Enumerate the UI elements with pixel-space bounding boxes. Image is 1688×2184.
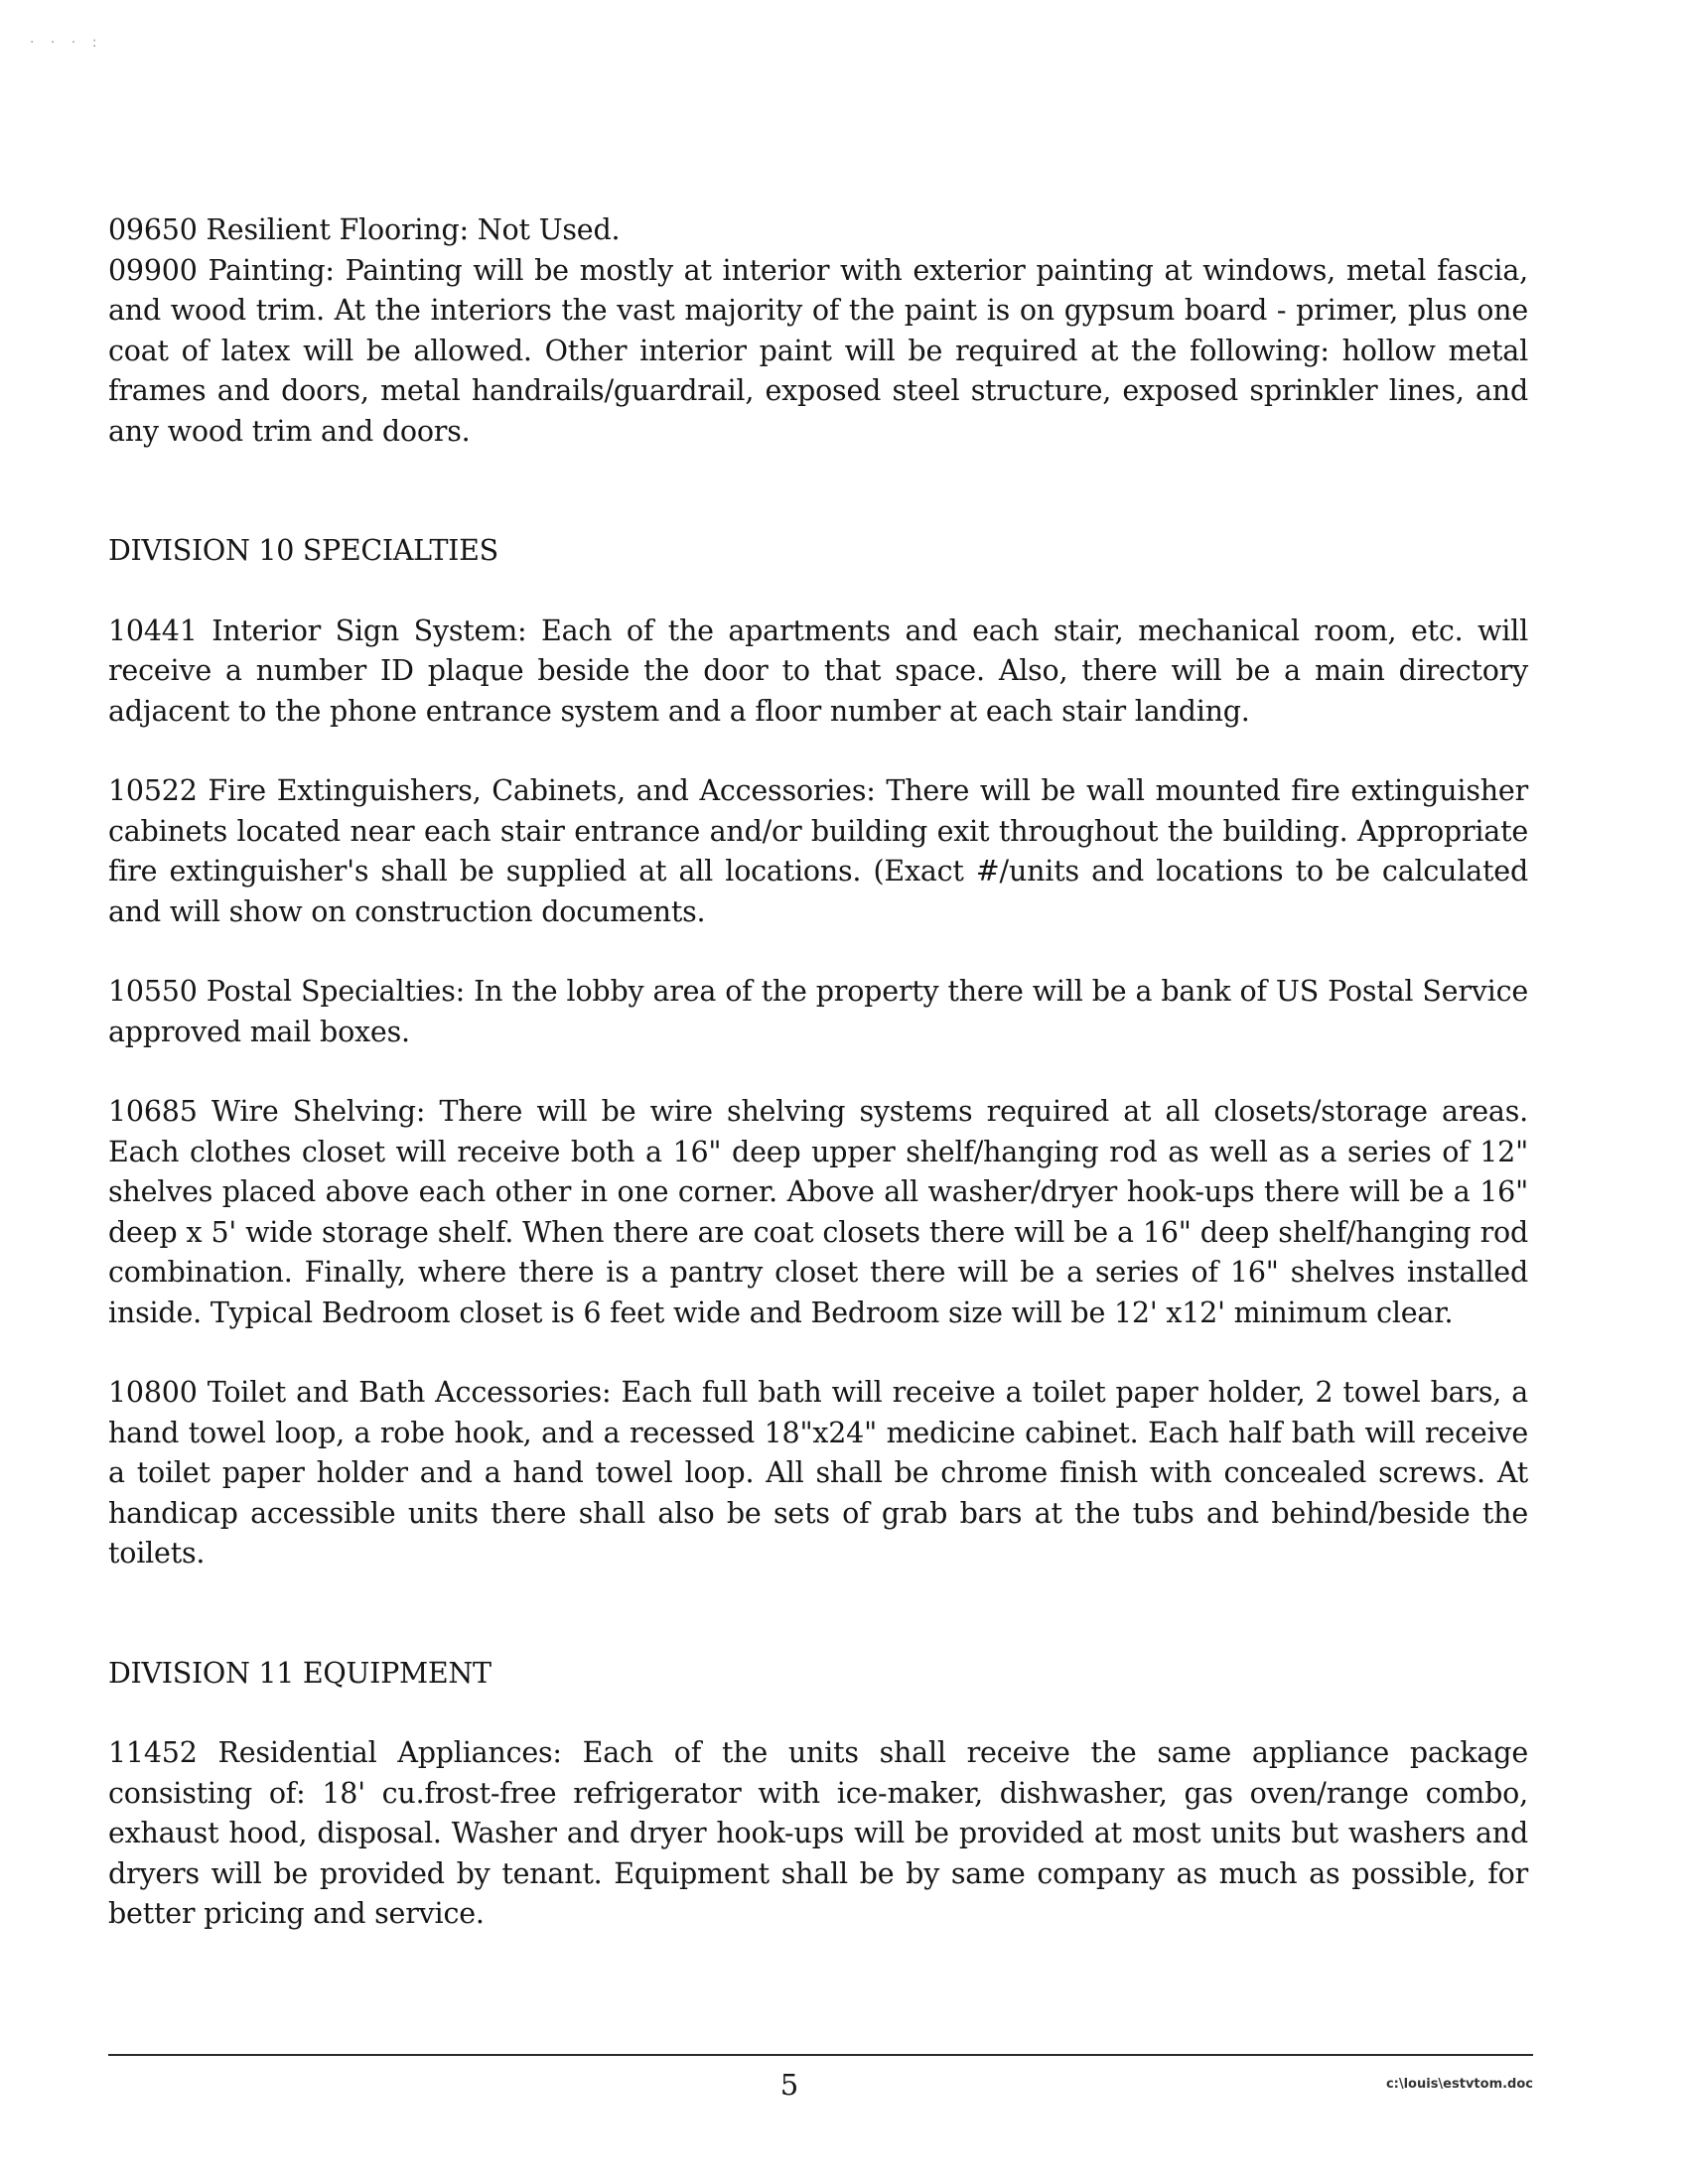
section-10522: 10522 Fire Extinguishers, Cabinets, and Accessories: There will be wall mounted fire extinguisher cabinets located near each stair entrance and/or building exit throughout the building. Appropriate fire extinguisher's shall be supplied at all locations. (Exact #/units and locations to be calculated and will show on construction documents. [108,774,1528,928]
file-reference: c:\louis\estvtom.doc [1385,2077,1533,2092]
section-10800: 10800 Toilet and Bath Accessories: Each full bath will receive a toilet paper holder, 2 towel bars, a hand towel loop, a robe hook, and a recessed 18"x24" medicine cabinet. Each half bath will receive a toilet paper holder and a hand towel loop. All shall be chrome finish with concealed screws. At handicap accessible units there shall also be sets of grab bars at the tubs and behind/beside the toilets. [108,1376,1528,1570]
division-11-heading: DIVISION 11 EQUIPMENT [108,1656,492,1690]
scan-specks: · · · : [30,35,103,51]
section-11452: 11452 Residential Appliances: Each of the units shall receive the same appliance package consisting of: 18' cu.frost-free refrigerator with ice-maker, dishwasher, gas oven/range combo, exhaust hood, disposal. Washer and dryer hook-ups will be provided at most units but washers and dryers will be provided by tenant. Equipment shall be by same company as much as possible, for better pricing and service. [108,1736,1528,1930]
section-09900: 09900 Painting: Painting will be mostly at interior with exterior painting at windows, metal fascia, and wood trim. At the interiors the vast majority of the paint is on gypsum board - primer, plus one coat of latex will be allowed. Other interior paint will be required at the following: hollow metal frames and doors, metal handrails/guardrail, exposed steel structure, exposed sprinkler lines, and any wood trim and doors. [108,253,1528,448]
page-number: 5 [779,2068,799,2102]
document-body [108,210,1528,1935]
section-10441: 10441 Interior Sign System: Each of the apartments and each stair, mechanical room, etc. will receive a number ID plaque beside the door to that space. Also, there will be a main directory adjacent to the phone entrance system and a floor number at each stair landing. [108,614,1528,728]
section-10550: 10550 Postal Specialties: In the lobby area of the property there will be a bank of US Postal Service approved mail boxes. [108,975,1528,1048]
section-10685: 10685 Wire Shelving: There will be wire shelving systems required at all closets/storage areas. Each clothes closet will receive both a 16" deep upper shelf/hanging rod as well as a series of 12" shelves placed above each other in one corner. Above all washer/dryer hook-ups there will be a 16" deep x 5' wide storage shelf. When there are coat closets there will be a 16" deep shelf/hanging rod combination. Finally, where there is a pantry closet there will be a series of 16" shelves installed inside. Typical Bedroom closet is 6 feet wide and Bedroom size will be 12' x12' minimum clear. [108,1095,1528,1329]
division-10-heading: DIVISION 10 SPECIALTIES [108,534,498,567]
footer-rule [108,2054,1533,2056]
section-09650: 09650 Resilient Flooring: Not Used. [108,213,621,246]
